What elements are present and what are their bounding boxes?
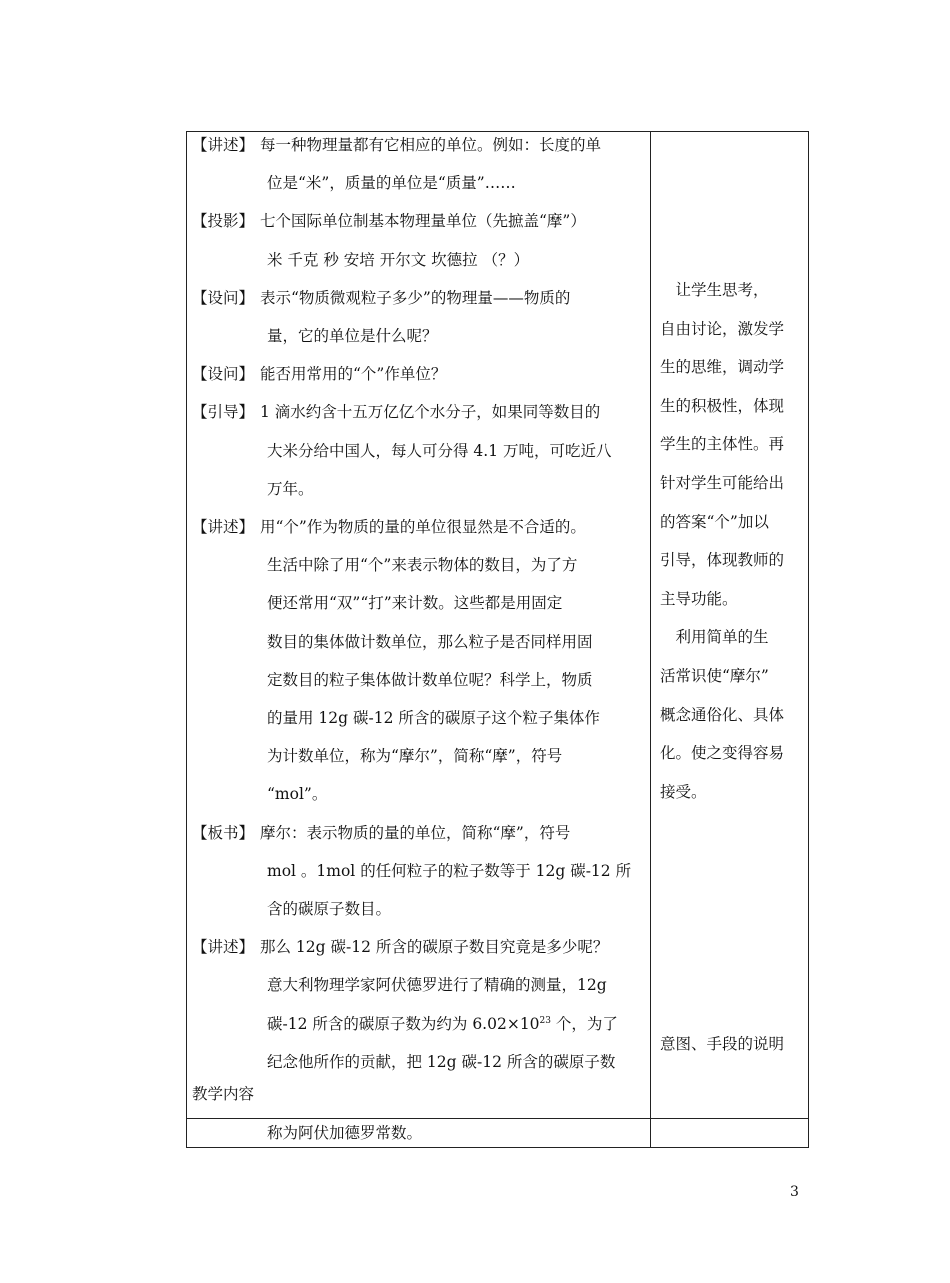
- content-line: 位是“米”，质量的单位是“质量”……: [267, 174, 516, 193]
- section-tag: 【讲述】: [192, 938, 255, 957]
- section-tag: 【讲述】: [192, 518, 255, 536]
- note-line: 接受。: [660, 782, 707, 801]
- content-line: [267, 1014, 618, 1034]
- content-line: 含的碳原子数目。: [267, 900, 392, 918]
- content-line: 为计数单位，称为“摩尔”，简称“摩”，符号: [267, 747, 563, 766]
- row-divider: [187, 1118, 808, 1119]
- column-divider: [650, 132, 651, 1147]
- note-line: 利用简单的生: [660, 628, 769, 647]
- intent-notes-label: 意图、手段的说明: [660, 1035, 785, 1053]
- teaching-content-label: 教学内容: [192, 1085, 255, 1103]
- page-number: 3: [790, 1184, 799, 1200]
- content-line: 便还常用“双”“打”来计数。这些都是用固定: [267, 594, 563, 613]
- content-line: 纪念他所作的贡献，把 12g 碳-12 所含的碳原子数: [267, 1052, 616, 1071]
- section-tag: 【投影】: [192, 212, 255, 231]
- note-line: 化。使之变得容易: [660, 744, 785, 763]
- note-line: 针对学生可能给出: [660, 474, 785, 492]
- content-line: 用“个”作为物质的量的单位很显然是不合适的。: [260, 518, 586, 536]
- continued-line: 称为阿伏加德罗常数。: [267, 1124, 423, 1142]
- content-line: mol 。1mol 的任何粒子的粒子数等于 12g 碳-12 所: [267, 861, 632, 880]
- note-line: 概念通俗化、具体: [660, 705, 785, 724]
- content-line: 量，它的单位是什么呢？: [267, 327, 438, 345]
- content-line: 大米分给中国人，每人可分得 4.1 万吨，可吃近八: [267, 441, 612, 460]
- content-line: 摩尔：表示物质的量的单位，简称“摩”，符号: [260, 823, 571, 842]
- content-line: 意大利物理学家阿伏德罗进行了精确的测量，12g: [267, 976, 607, 995]
- note-line: 学生的主体性。再: [660, 435, 785, 454]
- section-tag: 【讲述】: [192, 136, 255, 154]
- content-line: 能否用常用的“个”作单位？: [260, 365, 447, 384]
- section-tag: 【引导】: [192, 403, 255, 422]
- content-line: 生活中除了用“个”来表示物体的数目，为了方: [267, 556, 578, 575]
- note-line: 主导功能。: [660, 589, 738, 608]
- note-line: 引导，体现教师的: [660, 551, 785, 570]
- content-line: 米 千克 秒 安培 开尔文 坎德拉 （？）: [267, 250, 530, 269]
- content-text: 碳-12 所含的碳原子数为约为 6.02×10: [267, 1014, 540, 1033]
- section-tag: 【板书】: [192, 823, 255, 842]
- note-line: 生的思维，调动学: [660, 358, 785, 377]
- content-line: 1 滴水约含十五万亿亿个水分子，如果同等数目的: [260, 403, 601, 422]
- content-text: 个，为了: [551, 1014, 618, 1033]
- content-line: 表示“物质微观粒子多少”的物理量——物质的: [260, 288, 571, 307]
- content-line: 那么 12g 碳-12 所含的碳原子数目究竟是多少呢？: [260, 938, 609, 957]
- lesson-table: [186, 131, 809, 1148]
- content-line: 的量用 12g 碳-12 所含的碳原子这个粒子集体作: [267, 709, 600, 727]
- note-line: 活常识使“摩尔”: [660, 667, 769, 685]
- note-line: 的答案“个”加以: [660, 512, 769, 531]
- note-line: 让学生思考，: [660, 281, 769, 299]
- note-line: 生的积极性，体现: [660, 396, 785, 415]
- exponent: 23: [539, 1015, 551, 1026]
- content-line: 万年。: [267, 479, 314, 498]
- content-line: 每一种物理量都有它相应的单位。例如：长度的单: [260, 136, 602, 154]
- content-line: 数目的集体做计数单位，那么粒子是否同样用固: [267, 632, 593, 651]
- content-line: “mol”。: [267, 785, 328, 804]
- content-line: 定数目的粒子集体做计数单位呢？科学上，物质: [267, 670, 593, 689]
- content-line: 七个国际单位制基本物理量单位（先摭盖“摩”）: [260, 212, 586, 231]
- section-tag: 【设问】: [192, 365, 255, 384]
- note-line: 自由讨论，激发学: [660, 319, 785, 338]
- section-tag: 【设问】: [192, 288, 255, 307]
